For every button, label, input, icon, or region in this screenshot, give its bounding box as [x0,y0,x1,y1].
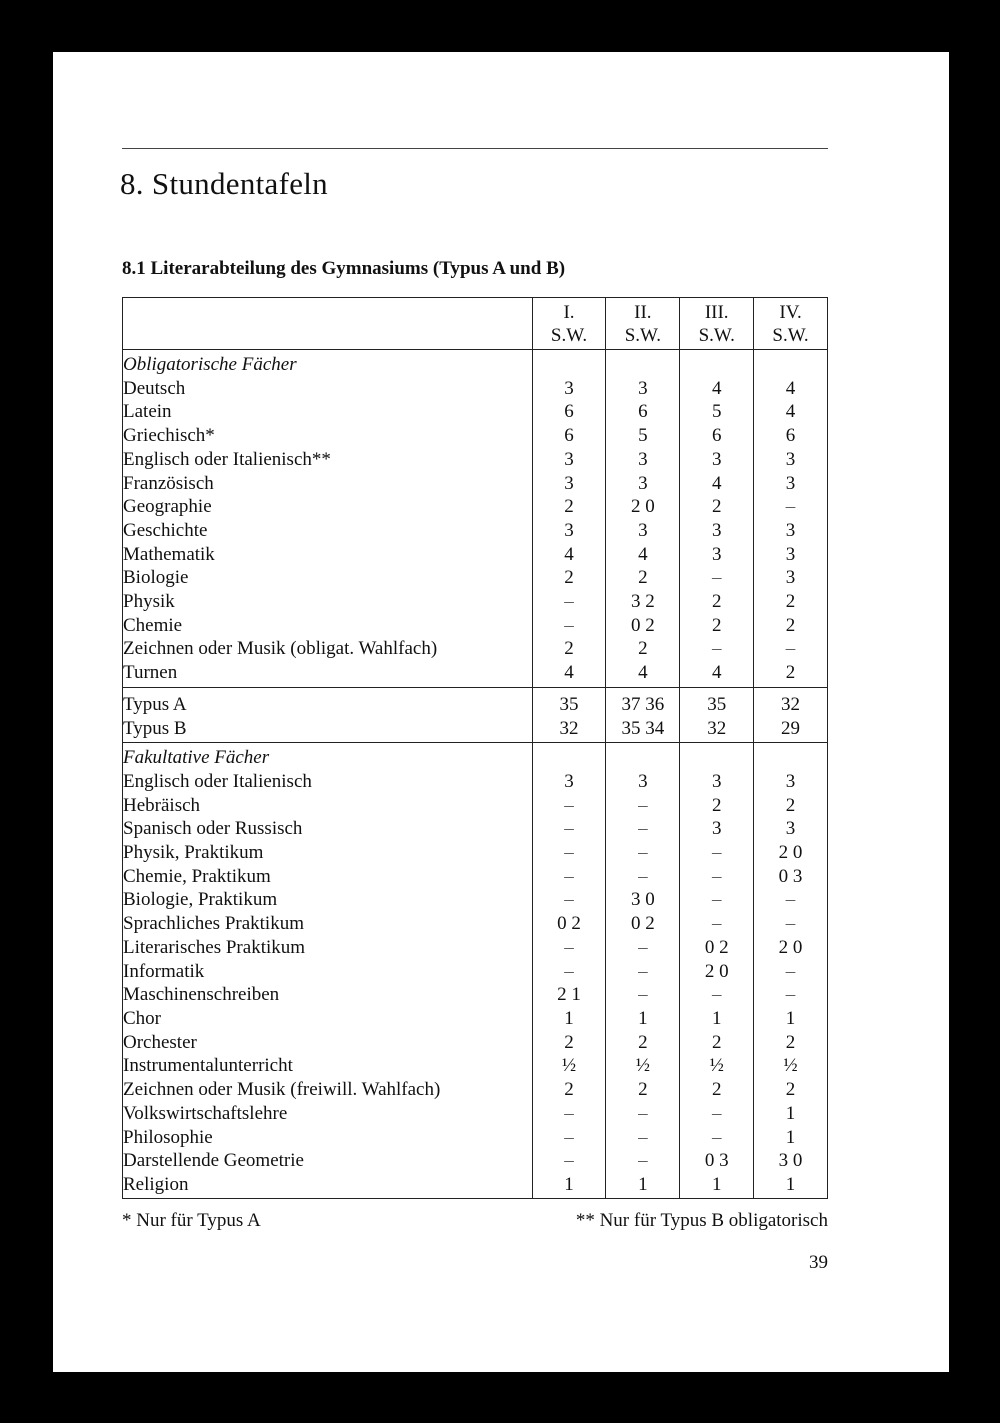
hours-cell: – [680,1126,754,1150]
footnote-typus-a: * Nur für Typus A [122,1210,261,1231]
hours-cell: 1 [754,1007,828,1031]
hours-cell: 2 0 [754,841,828,865]
hours-cell: 2 [532,1031,606,1055]
hours-cell: 2 [680,495,754,519]
header-col-3: III. S.W. [680,298,754,350]
hours-cell: 6 [754,424,828,448]
hours-cell: – [606,794,680,818]
empty-cell [532,350,606,377]
hours-cell: 2 0 [606,495,680,519]
subject-row [123,472,828,496]
subject-row [123,817,828,841]
hours-cell: – [606,841,680,865]
hours-cell: 6 [532,400,606,424]
header-col-1: I. S.W. [532,298,606,350]
hours-cell: – [532,936,606,960]
subject-row [123,519,828,543]
hours-cell: 3 [754,472,828,496]
subject-label: Geographie [123,495,533,519]
hours-cell: 2 [532,1078,606,1102]
subject-label: Chemie [123,614,533,638]
hours-cell: 5 [606,424,680,448]
subject-row [123,865,828,889]
hours-cell: 3 2 [606,590,680,614]
subject-label: Englisch oder Italienisch** [123,448,533,472]
subject-label: Griechisch* [123,424,533,448]
hours-cell: 5 [680,400,754,424]
hours-cell: 3 [606,448,680,472]
header-col-4: IV. S.W. [754,298,828,350]
hours-cell: 0 2 [532,912,606,936]
hours-cell: – [754,912,828,936]
hours-cell: 3 [754,817,828,841]
hours-cell: 2 0 [754,936,828,960]
hours-cell: 3 [532,448,606,472]
hours-cell: 2 [754,794,828,818]
empty-cell [680,350,754,377]
hours-cell: ½ [680,1054,754,1078]
hours-cell: 32 [532,717,606,743]
hours-cell: – [606,817,680,841]
subject-row [123,1173,828,1198]
hours-cell: 1 [754,1102,828,1126]
hours-cell: 3 [532,770,606,794]
hours-cell: 3 0 [606,888,680,912]
subject-row [123,614,828,638]
subject-row [123,936,828,960]
hours-cell: 4 [532,543,606,567]
hours-cell: 2 [754,1078,828,1102]
hours-cell: 3 [680,817,754,841]
hours-cell: 4 [754,400,828,424]
timetable [122,297,828,1199]
hours-cell: 2 [606,1031,680,1055]
subject-label: Zeichnen oder Musik (obligat. Wahlfach) [123,637,533,661]
subject-row [123,888,828,912]
hours-cell: – [532,1149,606,1173]
header-col-2: II. S.W. [606,298,680,350]
hours-cell: 6 [680,424,754,448]
hours-cell: 35 34 [606,717,680,743]
subject-label: Typus A [123,687,533,716]
hours-cell: 1 [680,1173,754,1198]
hours-cell: – [606,865,680,889]
hours-cell: 3 [606,519,680,543]
hours-cell: – [680,1102,754,1126]
hours-cell: 0 2 [680,936,754,960]
subject-row [123,661,828,687]
empty-cell [754,350,828,377]
subject-label: Darstellende Geometrie [123,1149,533,1173]
hours-cell: 3 [680,448,754,472]
empty-cell [680,743,754,770]
total-row [123,687,828,716]
hours-cell: 1 [532,1173,606,1198]
top-rule [122,148,828,149]
hours-cell: – [754,637,828,661]
hours-cell: – [606,983,680,1007]
hours-cell: 3 [754,448,828,472]
hours-cell: – [532,794,606,818]
hours-cell: – [532,1126,606,1150]
hours-cell: 0 2 [606,912,680,936]
subject-label: Französisch [123,472,533,496]
hours-cell: – [532,841,606,865]
hours-cell: 2 [680,614,754,638]
subject-label: Chemie, Praktikum [123,865,533,889]
subject-label: Volkswirtschaftslehre [123,1102,533,1126]
hours-cell: – [532,817,606,841]
subject-label: Maschinenschreiben [123,983,533,1007]
hours-cell: – [532,888,606,912]
subject-row [123,424,828,448]
hours-cell: ½ [606,1054,680,1078]
document-page [53,52,949,1372]
subject-label: Instrumentalunterricht [123,1054,533,1078]
hours-cell: – [532,960,606,984]
hours-cell: – [532,590,606,614]
subject-label: Informatik [123,960,533,984]
hours-cell: 3 [532,472,606,496]
subject-label: Physik [123,590,533,614]
subject-row [123,960,828,984]
subject-row [123,841,828,865]
hours-cell: – [680,983,754,1007]
hours-cell: 2 [606,1078,680,1102]
footnote-typus-b: ** Nur für Typus B obligatorisch [575,1210,828,1231]
hours-cell: – [680,841,754,865]
subject-label: Sprachliches Praktikum [123,912,533,936]
header-row [123,298,828,350]
subject-label: Deutsch [123,377,533,401]
hours-cell: 4 [606,661,680,687]
subject-label: Englisch oder Italienisch [123,770,533,794]
hours-cell: 2 [680,590,754,614]
hours-cell: – [606,936,680,960]
hours-cell: 2 [606,566,680,590]
empty-cell [754,743,828,770]
subject-label: Religion [123,1173,533,1198]
hours-cell: – [680,888,754,912]
hours-cell: 2 [532,637,606,661]
empty-cell [606,350,680,377]
subject-row [123,400,828,424]
chapter-title: 8. Stundentafeln [120,166,328,201]
hours-cell: ½ [532,1054,606,1078]
hours-cell: 29 [754,717,828,743]
hours-cell: 1 [532,1007,606,1031]
hours-cell: 35 [532,687,606,716]
subject-label: Geschichte [123,519,533,543]
subject-label: Latein [123,400,533,424]
section-heading-row [123,350,828,377]
hours-cell: 6 [532,424,606,448]
section-heading-row [123,743,828,770]
hours-cell: – [606,960,680,984]
hours-cell: 1 [680,1007,754,1031]
subject-label: Literarisches Praktikum [123,936,533,960]
hours-cell: 2 [754,661,828,687]
subject-label: Typus B [123,717,533,743]
hours-cell: 1 [754,1126,828,1150]
hours-cell: – [532,614,606,638]
hours-cell: – [532,865,606,889]
hours-cell: – [606,1102,680,1126]
subject-row [123,1078,828,1102]
hours-cell: 32 [680,717,754,743]
page-number: 39 [809,1252,828,1273]
hours-cell: 3 [680,770,754,794]
subject-label: Mathematik [123,543,533,567]
subject-label: Biologie, Praktikum [123,888,533,912]
subject-row [123,1007,828,1031]
hours-cell: 1 [606,1173,680,1198]
hours-cell: 2 [754,1031,828,1055]
subject-label: Chor [123,1007,533,1031]
hours-cell: 2 1 [532,983,606,1007]
hours-cell: – [680,566,754,590]
subject-row [123,1126,828,1150]
subject-row [123,590,828,614]
hours-cell: 1 [606,1007,680,1031]
subject-label: Spanisch oder Russisch [123,817,533,841]
hours-cell: – [680,865,754,889]
hours-cell: 0 3 [680,1149,754,1173]
hours-cell: 2 [680,794,754,818]
subject-row [123,1149,828,1173]
hours-cell: 4 [754,377,828,401]
empty-cell [532,743,606,770]
subject-row [123,770,828,794]
subject-label: Turnen [123,661,533,687]
hours-cell: 4 [606,543,680,567]
hours-cell: 3 [754,543,828,567]
subject-row [123,794,828,818]
section-heading: Fakultative Fächer [123,743,533,770]
hours-cell: 3 0 [754,1149,828,1173]
hours-cell: – [754,888,828,912]
subject-row [123,983,828,1007]
hours-cell: 32 [754,687,828,716]
subject-label: Physik, Praktikum [123,841,533,865]
header-blank [123,298,533,350]
subject-label: Orchester [123,1031,533,1055]
hours-cell: 0 2 [606,614,680,638]
hours-cell: – [606,1149,680,1173]
subject-row [123,543,828,567]
section-heading: Obligatorische Fächer [123,350,533,377]
hours-cell: 2 [680,1078,754,1102]
hours-cell: 3 [606,377,680,401]
hours-cell: 2 [532,566,606,590]
hours-cell: 6 [606,400,680,424]
hours-cell: 3 [606,472,680,496]
subject-label: Hebräisch [123,794,533,818]
subject-row [123,637,828,661]
empty-cell [606,743,680,770]
hours-cell: 3 [754,770,828,794]
section-title: 8.1 Literarabteilung des Gymnasiums (Typus A und B) [122,258,566,279]
subject-row [123,495,828,519]
hours-cell: 3 [680,543,754,567]
hours-cell: 2 [606,637,680,661]
subject-row [123,566,828,590]
hours-cell: 1 [754,1173,828,1198]
subject-label: Zeichnen oder Musik (freiwill. Wahlfach) [123,1078,533,1102]
hours-cell: 35 [680,687,754,716]
hours-cell: – [754,960,828,984]
hours-cell: 3 [532,519,606,543]
hours-cell: – [532,1102,606,1126]
hours-cell: 3 [606,770,680,794]
subject-row [123,448,828,472]
hours-cell: 2 [680,1031,754,1055]
hours-cell: 2 [532,495,606,519]
hours-cell: 3 [532,377,606,401]
hours-cell: 2 0 [680,960,754,984]
hours-cell: 4 [680,377,754,401]
hours-cell: – [606,1126,680,1150]
hours-cell: 4 [680,472,754,496]
hours-cell: 4 [680,661,754,687]
hours-cell: 3 [680,519,754,543]
total-row [123,717,828,743]
hours-cell: 0 3 [754,865,828,889]
hours-cell: – [754,983,828,1007]
hours-cell: – [754,495,828,519]
hours-cell: 2 [754,590,828,614]
hours-cell: 3 [754,519,828,543]
hours-cell: 2 [754,614,828,638]
subject-label: Biologie [123,566,533,590]
subject-row [123,1102,828,1126]
subject-row [123,1031,828,1055]
subject-row [123,377,828,401]
hours-cell: 4 [532,661,606,687]
hours-cell: 3 [754,566,828,590]
hours-cell: 37 36 [606,687,680,716]
hours-cell: ½ [754,1054,828,1078]
subject-row [123,912,828,936]
hours-cell: – [680,912,754,936]
hours-cell: – [680,637,754,661]
subject-row [123,1054,828,1078]
subject-label: Philosophie [123,1126,533,1150]
